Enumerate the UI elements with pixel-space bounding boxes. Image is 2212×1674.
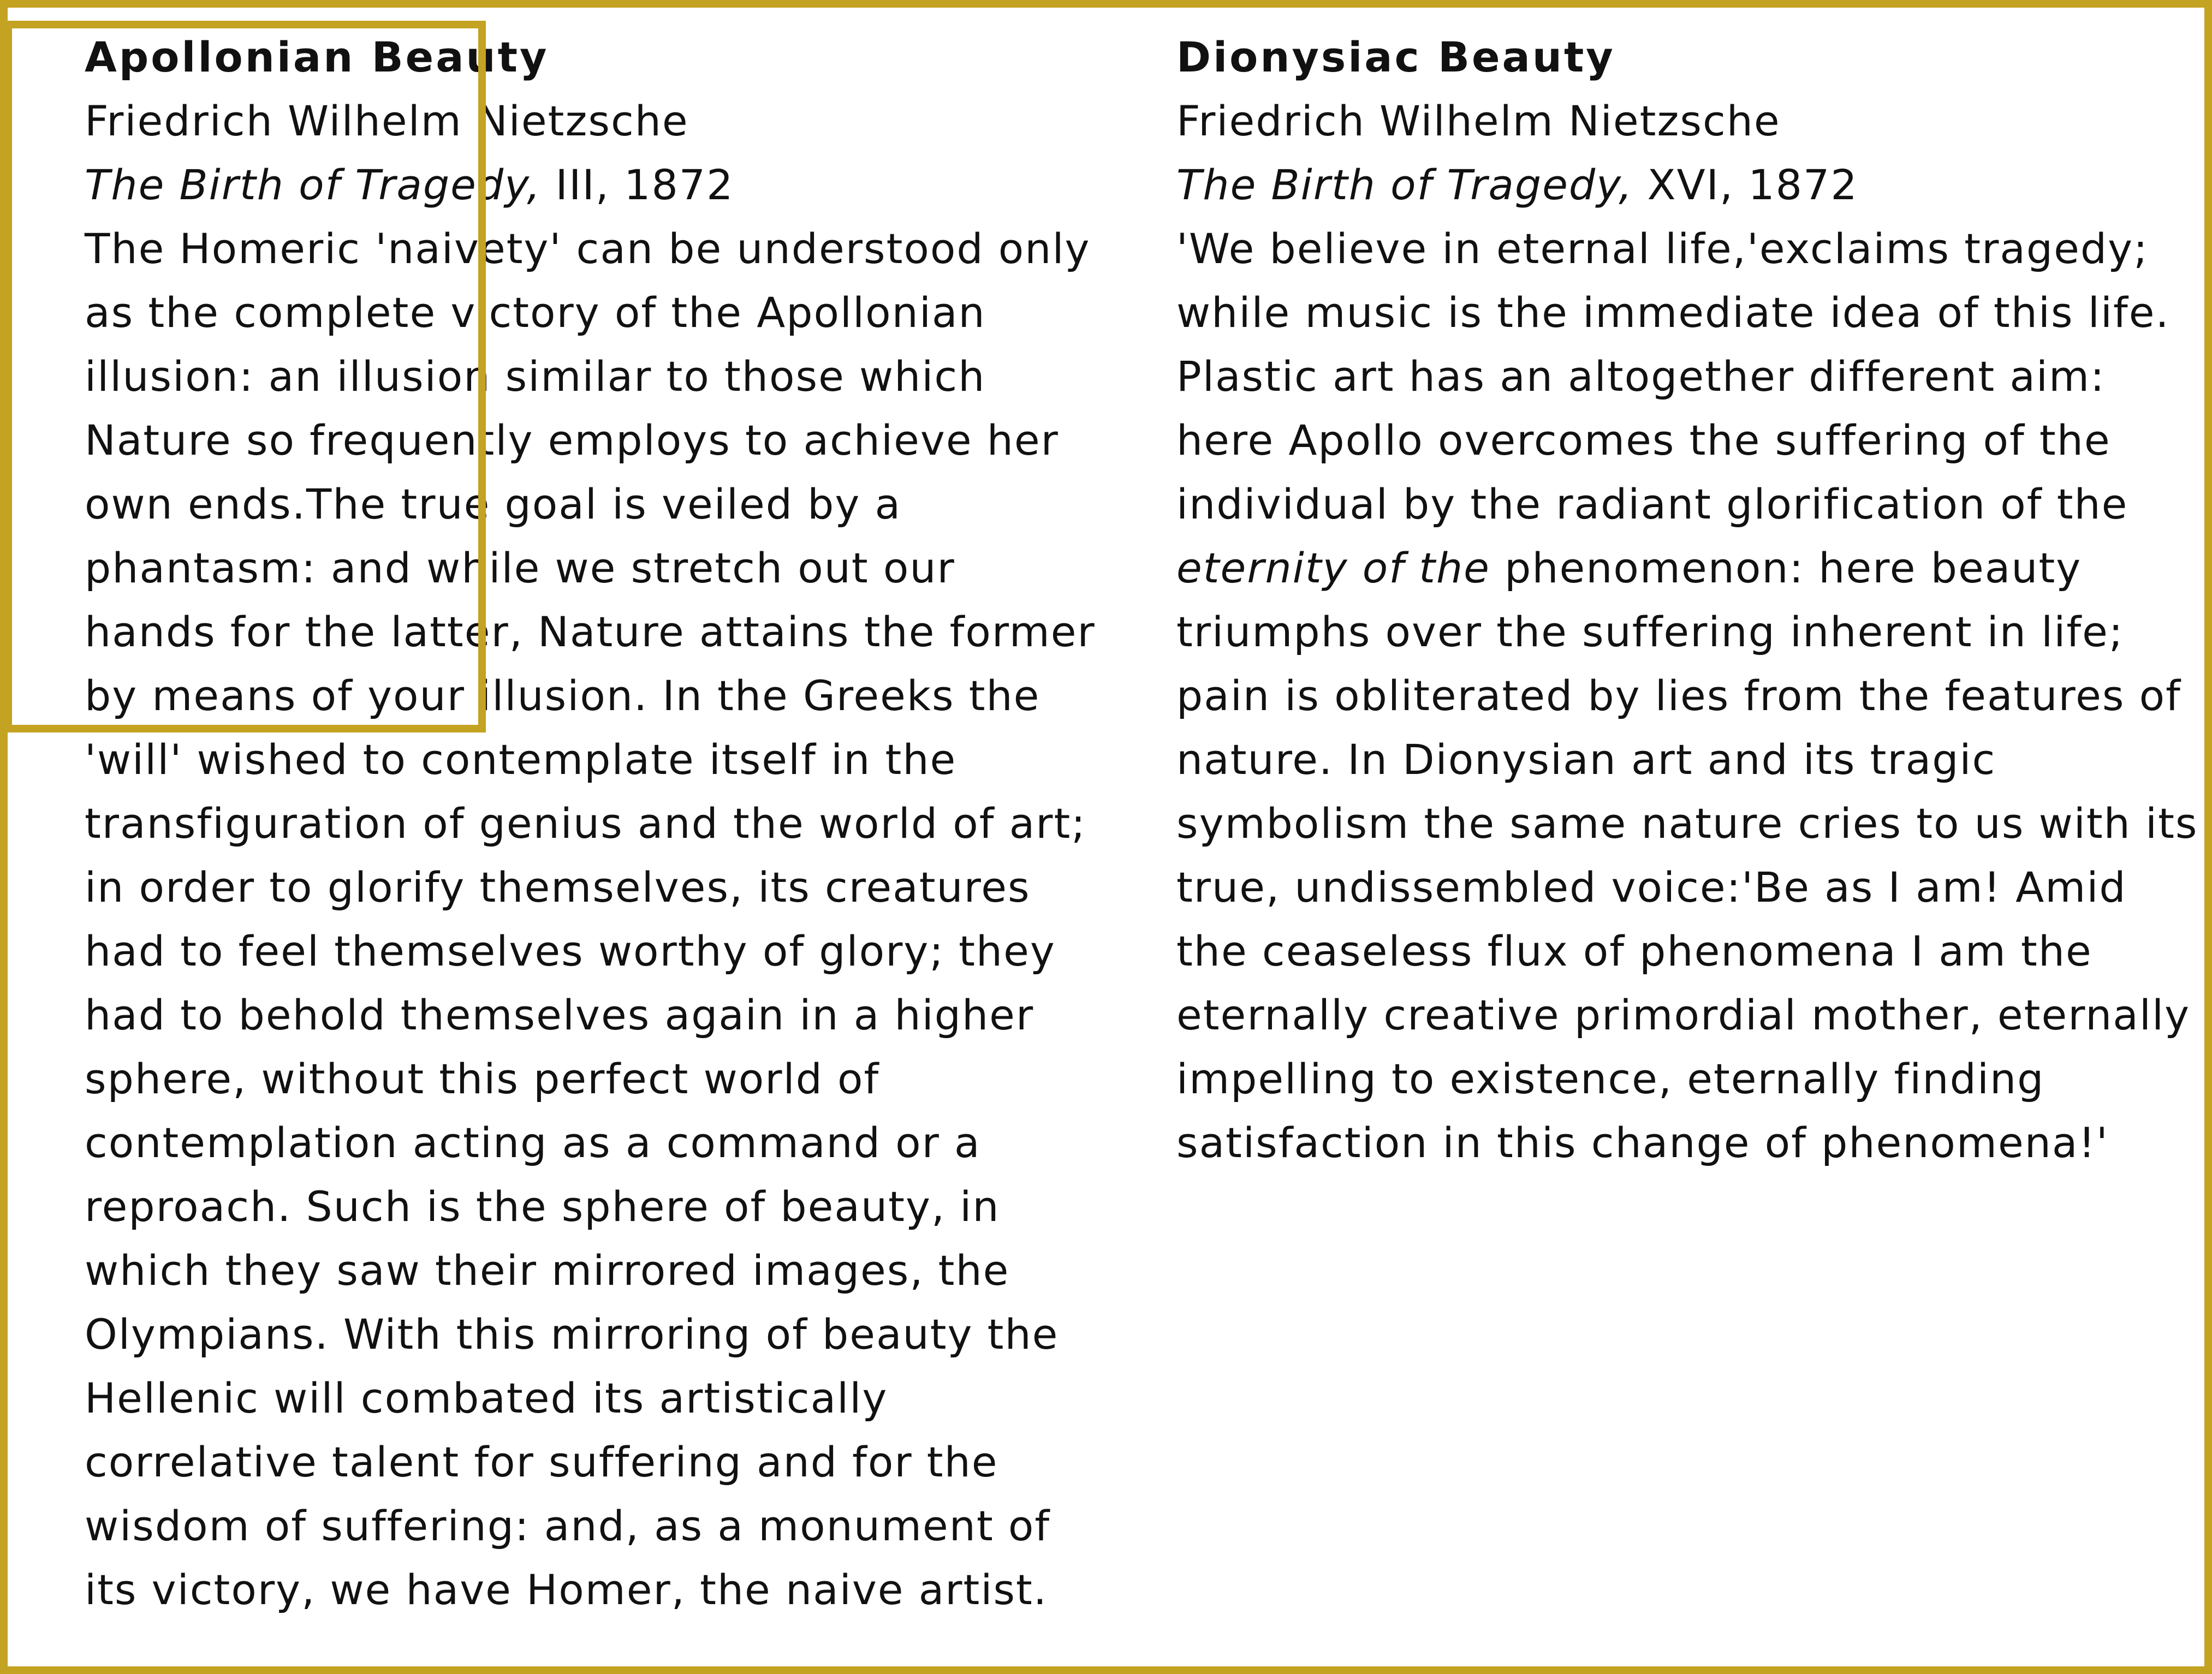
passage-line: transfiguration of genius and the world of art;: [85, 799, 1086, 848]
passage-line: Hellenic will combated its artistically: [85, 1374, 888, 1422]
passage-line: here Apollo overcomes the suffering of the: [1176, 416, 2111, 464]
apollonian-title: Apollonian Beauty: [85, 33, 549, 81]
dionysiac-passage: [1176, 217, 2203, 1175]
passage-line: which they saw their mirrored images, the: [85, 1246, 1010, 1295]
dionysiac-column: [1176, 25, 2203, 1175]
passage-line: the ceaseless flux of phenomena I am the: [1176, 927, 2092, 975]
passage-line: phantasm: and while we stretch out our: [85, 544, 955, 592]
passage-line: had to behold themselves again in a higher: [85, 991, 1034, 1039]
apollonian-passage: [85, 217, 1122, 1622]
dionysiac-title: Dionysiac Beauty: [1176, 33, 1615, 81]
dionysiac-work-title: The Birth of Tragedy,: [1176, 160, 1633, 209]
passage-line: Olympians. With this mirroring of beauty the: [85, 1310, 1059, 1359]
passage-line: had to feel themselves worthy of glory; they: [85, 927, 1056, 975]
passage-line: eternally creative primordial mother, eternally: [1176, 991, 2191, 1039]
passage-line: triumphs over the suffering inherent in life;: [1176, 607, 2124, 656]
passage-line: reproach. Such is the sphere of beauty, in: [85, 1182, 1000, 1231]
passage-line: symbolism the same nature cries to us with its: [1176, 799, 2198, 848]
passage-line: impelling to existence, eternally finding: [1176, 1055, 2045, 1103]
passage-line: in order to glorify themselves, its creatures: [85, 863, 1031, 912]
passage-line: 'will' wished to contemplate itself in the: [85, 735, 957, 784]
passage-line: its victory, we have Homer, the naive artist.: [85, 1565, 1048, 1614]
passage-line: while music is the immediate idea of this life.: [1176, 288, 2170, 337]
apollonian-column: [85, 25, 1122, 1622]
passage-line: eternity of the phenomenon: here beauty: [1176, 544, 2082, 592]
passage-line: contemplation acting as a command or a: [85, 1118, 981, 1167]
apollonian-citation: III, 1872: [541, 160, 734, 209]
passage-line: individual by the radiant glorification of the: [1176, 480, 2128, 528]
passage-line: as the complete victory of the Apollonian: [85, 288, 986, 337]
passage-line: satisfaction in this change of phenomena!': [1176, 1118, 2109, 1167]
apollonian-source: [85, 153, 1122, 217]
dionysiac-source: [1176, 153, 2203, 217]
passage-line: by means of your illusion. In the Greeks the: [85, 671, 1040, 720]
dionysiac-author: Friedrich Wilhelm Nietzsche: [1176, 97, 1781, 145]
passage-line: pain is obliterated by lies from the features of: [1176, 671, 2181, 720]
passage-line: Plastic art has an altogether different aim:: [1176, 352, 2106, 401]
passage-line: wisdom of suffering: and, as a monument of: [85, 1502, 1051, 1550]
passage-line: sphere, without this perfect world of: [85, 1055, 880, 1103]
passage-line: true, undissembled voice:'Be as I am! Amid: [1176, 863, 2127, 912]
apollonian-work-title: The Birth of Tragedy,: [85, 160, 542, 209]
dionysiac-citation: XVI, 1872: [1633, 160, 1858, 209]
passage-line: The Homeric 'naivety' can be understood only: [85, 224, 1091, 273]
passage-line: nature. In Dionysian art and its tragic: [1176, 735, 1996, 784]
passage-line: correlative talent for suffering and for the: [85, 1438, 998, 1486]
passage-line: hands for the latter, Nature attains the former: [85, 607, 1096, 656]
passage-line: 'We believe in eternal life,'exclaims tragedy;: [1176, 224, 2149, 273]
emphasized-phrase: eternity of the: [1176, 544, 1490, 592]
passage-line: illusion: an illusion similar to those which: [85, 352, 986, 401]
apollonian-author: Friedrich Wilhelm Nietzsche: [85, 97, 689, 145]
passage-line: own ends.The true goal is veiled by a: [85, 480, 902, 528]
passage-line: Nature so frequently employs to achieve her: [85, 416, 1059, 464]
